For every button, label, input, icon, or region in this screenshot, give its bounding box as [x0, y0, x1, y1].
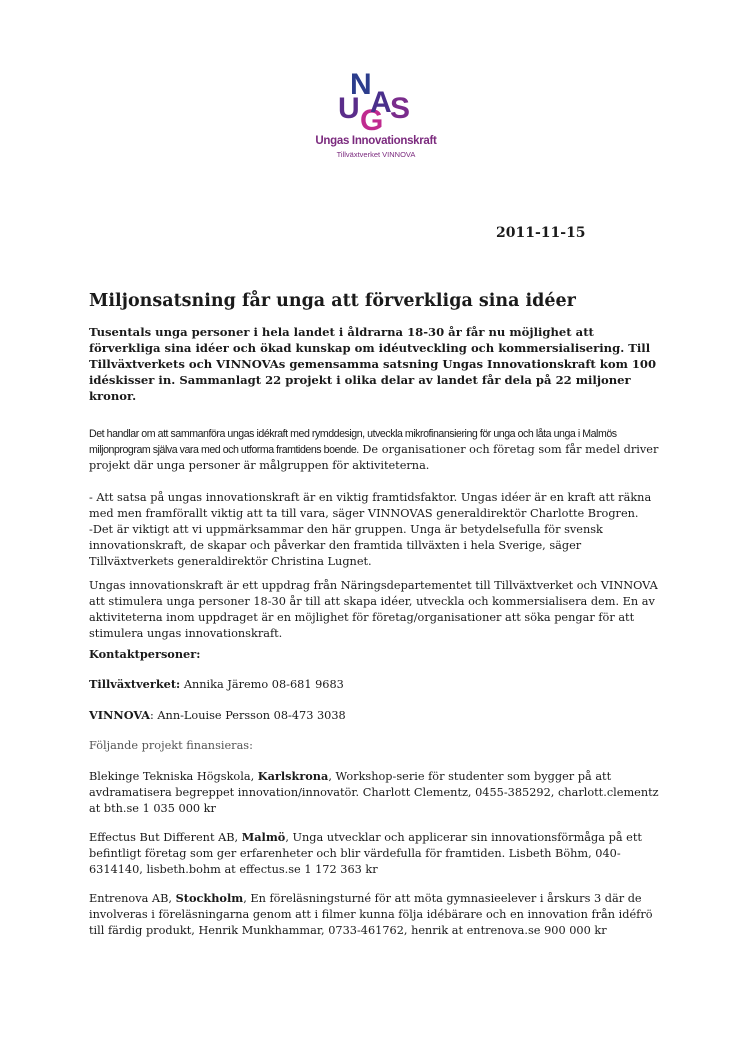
quote-lugnet: -Det är viktigt att vi uppmärksammar den här gruppen. Unga är betydelsefulla för svensk innovationskraft, de skapar och påverkar den framtida tillväxten i hela Sverige, säger Tillväxtverkets generaldirektör Christina Lugnet.: [89, 523, 603, 568]
logo-letter-a: A: [370, 86, 392, 119]
contact-org: Tillväxtverket:: [89, 677, 181, 691]
logo-subtitle: Tillväxtverket VINNOVA: [336, 150, 416, 159]
logo-letter-n: N: [350, 68, 372, 101]
project-item: [89, 768, 659, 817]
project-org: Entrenova AB,: [89, 892, 176, 905]
contact-org: VINNOVA: [89, 708, 150, 722]
project-org: Blekinge Tekniska Högskola,: [89, 770, 258, 783]
project-city: Malmö: [241, 830, 286, 844]
logo-letter-u: U: [338, 92, 360, 125]
contact-tillvaxtverket: [89, 676, 659, 693]
document-date: 2011-11-15: [496, 225, 586, 241]
project-item: [89, 890, 659, 939]
project-desc: , Unga utvecklar och applicerar sin innovationsförmåga på ett befintligt företag som ger erfarenheter och blir värdefulla för framtiden. Lisbeth Böhm, 040-6314140, lisbeth.bohm at effectus.se 1 172 363 kr: [89, 831, 642, 876]
lead-paragraph: Tusentals unga personer i hela landet i åldrarna 18-30 år får nu möjlighet att förverkliga sina idéer och ökad kunskap om idéutveckling och kommersialisering. Till Tillväxtverkets och VINNOVAs gemensamma satsning Ungas Innovationskraft kom 100 idéskisser in. Sammanlagt 22 projekt i olika delar av landet får dela på 22 miljoner kronor.: [89, 325, 657, 403]
logo-letter-s: S: [390, 92, 411, 125]
project-org: Effectus But Different AB,: [89, 831, 242, 844]
intro-condensed-text: Det handlar om att sammanföra ungas idékraft med rymddesign, utveckla mikrofinansiering för unga och låta unga i Malmös miljonprogram själva vara med och utforma framtidens boende.: [89, 428, 617, 456]
contact-text: : Ann-Louise Persson 08-473 3038: [150, 709, 346, 722]
intro-rest-text: De organisationer och företag som får medel driver projekt där unga personer är målgruppen för aktiviteterna.: [89, 443, 659, 472]
projects-heading: Följande projekt finansieras:: [89, 739, 253, 752]
project-desc: , Workshop-serie för studenter som bygger på att avdramatisera begreppet innovation/innovatör. Charlott Clementz, 0455-385292, charlott.clementz at bth.se 1 035 000 kr: [89, 770, 659, 815]
quote-brogren: - Att satsa på ungas innovationskraft är en viktig framtidsfaktor. Ungas idéer är en kraft att räkna med men framförallt viktig att ta till vara, säger VINNOVAS generaldirektör Charlotte Brogren.: [89, 491, 652, 520]
project-desc: , En föreläsningsturné för att möta gymnasieelever i årskurs 3 där de involveras i föreläsningarna genom att i filmer kunna följa idébärare och en innovation från idéfrö till färdig produkt, Henrik Munkhammar, 0733-461762, henrik at entrenova.se 900 000 kr: [89, 892, 653, 937]
project-city: Stockholm: [175, 891, 244, 905]
logo-letter-g: G: [360, 104, 384, 137]
headline: Miljonsatsning får unga att förverkliga sina idéer: [89, 291, 576, 311]
logo-title: Ungas Innovationskraft: [315, 135, 437, 147]
mission-paragraph: Ungas innovationskraft är ett uppdrag från Näringsdepartementet till Tillväxtverket och VINNOVA att stimulera unga personer 18-30 år till att skapa idéer, utveckla och kommersialisera dem. En av aktiviteterna inom uppdraget är en möjlighet för företag/organisationer att söka pengar för att stimulera ungas innovationskraft.: [89, 579, 658, 640]
contacts-heading: Kontaktpersoner:: [89, 647, 201, 661]
project-item: [89, 829, 659, 878]
document-body: [89, 290, 659, 951]
project-city: Karlskrona: [257, 769, 329, 783]
contact-vinnova: [89, 707, 659, 724]
contact-text: Annika Järemo 08-681 9683: [180, 678, 344, 691]
intro-paragraph: [89, 426, 659, 474]
